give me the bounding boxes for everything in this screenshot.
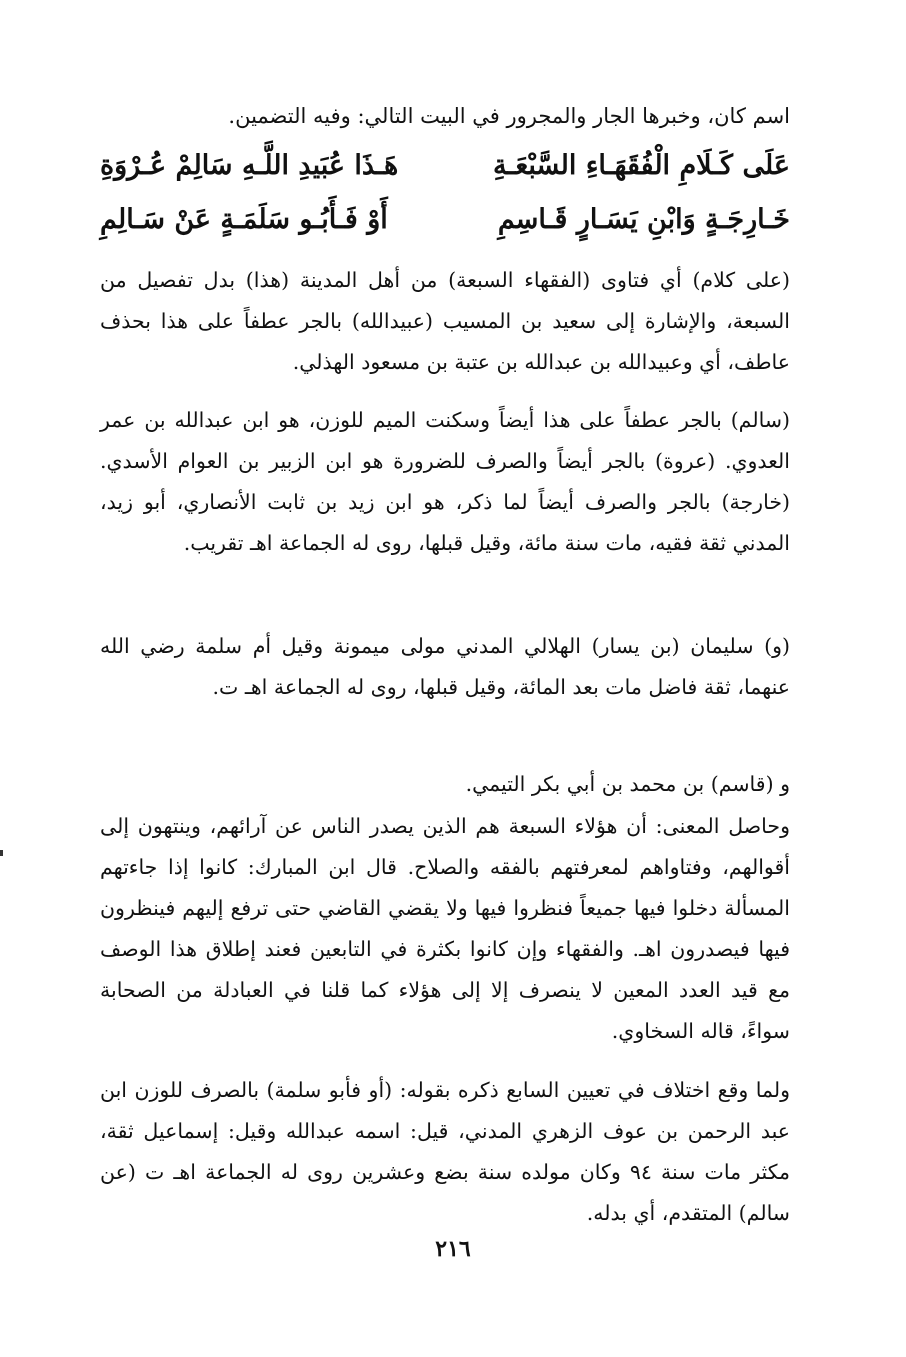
- commentary-paragraph: و (قاسم) بن محمد بن أبي بكر التيمي.: [465, 772, 790, 796]
- commentary-paragraph: ولما وقع اختلاف في تعيين السابع ذكره بقوله: (أو فأبو سلمة) بالصرف للوزن ابن عبد الرحمن بن عوف الزهري المدني، قيل: اسمه عبدالله وقيل: إسماعيل ثقة، مكثر مات سنة ٩٤ وكان مولده سنة بضع وعشرين روى له الجماعة اهـ ت (عن سالم) المتقدم، أي بدله.: [100, 1078, 790, 1225]
- commentary-paragraph: وحاصل المعنى: أن هؤلاء السبعة هم الذين يصدر الناس عن آرائهم، وينتهون إلى أقوالهم، وفتاواهم لمعرفتهم بالفقه والصلاح. قال ابن المبارك: كانوا إذا جاءتهم المسألة دخلوا فيها جميعاً فنظروا فيها ولا يقضي القاضي حتى ترفع إليهم فينظرون فيها فيصدرون اهـ. والفقهاء وإن كانوا بكثرة في التابعين فعند إطلاق هذا الوصف مع قيد العدد المعين لا ينصرف إلا إلى هؤلاء كما قلنا في العبادلة من الصحابة سواءً، قاله السخاوي.: [100, 814, 790, 1043]
- verse-2-first-hemistich: خَـارِجَـةٍ وَابْنِ يَسَـارٍ قَـاسِمِ: [497, 204, 790, 235]
- verse-2-second-hemistich: أَوْ فَـأَبُـو سَلَمَـةٍ عَنْ سَـالِمِ: [100, 204, 388, 235]
- commentary-paragraph: (سالم) بالجر عطفاً على هذا أيضاً وسكنت الميم للوزن، هو ابن عبدالله بن عمر العدوي. (عروة) بالجر أيضاً والصرف للضرورة هو ابن الزبير بن العوام الأسدي. (خارجة) بالجر والصرف أيضاً لما ذكر، هو ابن زيد بن ثابت الأنصاري، أبو زيد، المدني ثقة فقيه، مات سنة مائة، وقيل قبلها، روى له الجماعة اهـ تقريب.: [100, 408, 790, 555]
- scan-margin-mark: [0, 850, 3, 856]
- verse-line-1: [100, 140, 790, 192]
- intro-line: اسم كان، وخبرها الجار والمجرور في البيت التالي: وفيه التضمين.: [228, 104, 790, 128]
- verse-1-first-hemistich: عَلَى كَـلَامِ الْفُقَهَـاءِ السَّبْعَـةِ: [492, 150, 790, 181]
- verse-line-2: [100, 194, 790, 246]
- commentary-paragraph: (على كلام) أي فتاوى (الفقهاء السبعة) من أهل المدينة (هذا) بدل تفصيل من السبعة، والإشارة إلى سعيد بن المسيب (عبيدالله) بالجر عطفاً على هذا بحذف عاطف، أي وعبيدالله بن عبدالله بن عتبة بن مسعود الهذلي.: [100, 268, 790, 374]
- commentary-paragraph: (و) سليمان (بن يسار) الهلالي المدني مولى ميمونة وقيل أم سلمة رضي الله عنهما، ثقة فاضل مات بعد المائة، وقيل قبلها، روى له الجماعة اهـ ت.: [100, 634, 790, 699]
- page-number: ٢١٦: [435, 1236, 471, 1262]
- verse-1-second-hemistich: هَـذَا عُبَيدِ اللَّـهِ سَالِمْ عُـرْوَةِ: [100, 150, 399, 181]
